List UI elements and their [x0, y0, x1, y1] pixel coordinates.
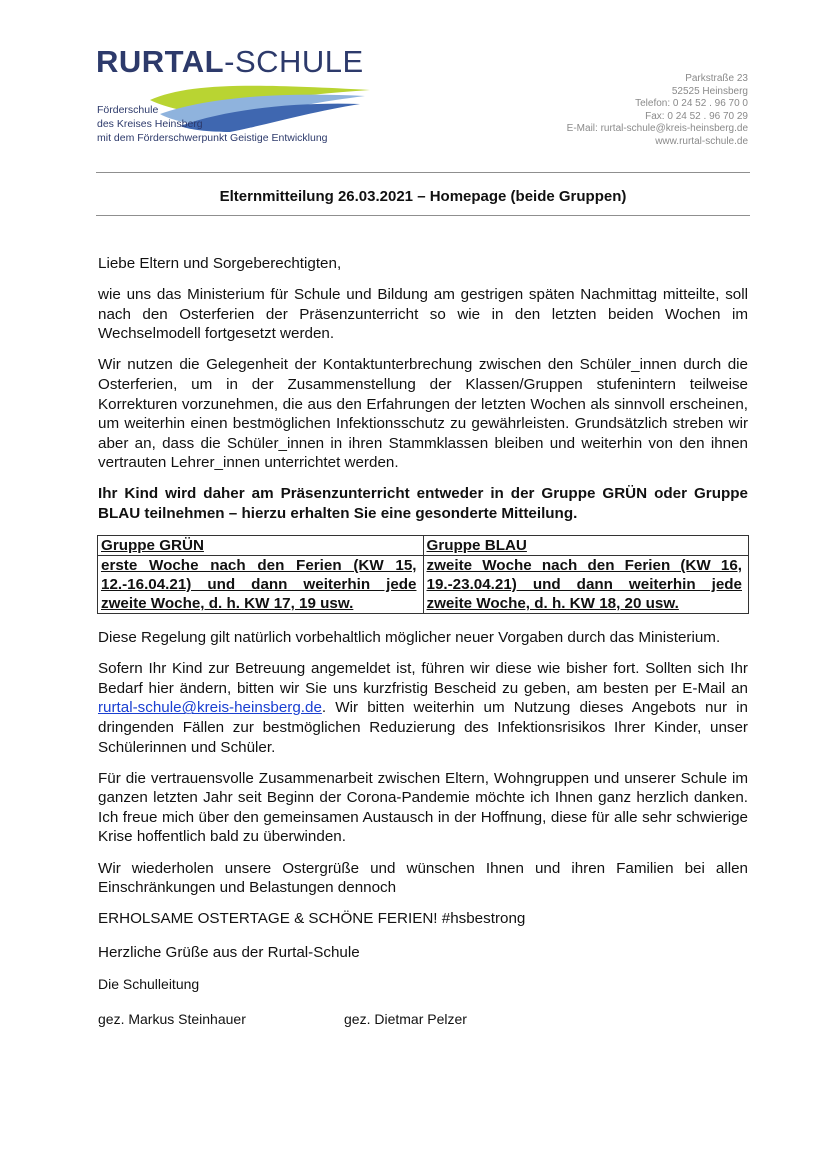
document-title: Elternmitteilung 26.03.2021 – Homepage (beide Gruppen)	[219, 188, 627, 205]
table-row	[98, 536, 749, 556]
address-web: www.rurtal-schule.de	[655, 135, 748, 147]
logo-subtitle	[97, 103, 328, 145]
letter-body	[98, 254, 748, 1030]
paragraph-ministry: wie uns das Ministerium für Schule und Bildung am gestrigen späten Nachmittag mitteilte, soll nach den Osterferien der Präsenzunterricht so wie in den letzten beiden Wochen im Wechselmodell fortgesetzt werden.	[98, 286, 748, 343]
address-city: 52525 Heinsberg	[671, 85, 748, 97]
email-link[interactable]: rurtal-schule@kreis-heinsberg.de	[98, 699, 322, 717]
care-text-start: Sofern Ihr Kind zur Betreuung angemeldet ist, führen wir diese wie bisher fort. Sollten sich Ihr Bedarf hier ändern, bitten wir Sie uns kurzfristig Bescheid zu geben, am besten per E-Mail an	[98, 660, 748, 697]
paragraph-groups-correction: Wir nutzen die Gelegenheit der Kontaktunterbrechung zwischen den Schüler_innen durch die Osterferien, um in der Zusammenstellung der Klassen/Gruppen stufenintern teilweise Korrekturen vorzunehmen, die aus den Erfahrungen der letzten Wochen als sinnvoll erscheinen, um weiterhin einen bestmöglichen Infektionsschutz zu gewährleisten. Grundsätzlich streben wir aber an, dass die Schüler_innen in ihren Stammklassen bleiben und weiterhin von den ihnen vertrauten Lehrer_innen unterrichtet werden.	[98, 356, 748, 472]
signer-steinhauer: gez. Markus Steinhauer	[98, 1011, 246, 1028]
title-bottom-divider	[96, 215, 750, 216]
title-top-divider	[96, 172, 750, 173]
table-row	[98, 556, 749, 614]
group-blue-schedule: zweite Woche nach den Ferien (KW 16, 19.-23.04.21) und dann weiterhin jede zweite Woche, d. h. KW 18, 20 usw.	[423, 556, 749, 614]
paragraph-regulation: Diese Regelung gilt natürlich vorbehaltlich möglicher neuer Vorgaben durch das Ministerium.	[98, 629, 721, 647]
group-schedule-table	[97, 535, 749, 614]
group-green-schedule: erste Woche nach den Ferien (KW 15, 12.-16.04.21) und dann weiterhin jede zweite Woche, d. h. KW 17, 19 usw.	[98, 556, 424, 614]
logo-name-bold: RURTAL	[96, 44, 225, 79]
school-address	[567, 73, 748, 149]
address-street: Parkstraße 23	[685, 73, 748, 84]
signer-pelzer: gez. Dietmar Pelzer	[344, 1011, 467, 1028]
logo-subtitle-line: Förderschule	[97, 104, 159, 116]
group-green-header: Gruppe GRÜN	[98, 536, 424, 556]
address-email: E-Mail: rurtal-schule@kreis-heinsberg.de	[566, 123, 748, 135]
logo-name-thin: -SCHULE	[224, 44, 364, 79]
paragraph-care	[98, 659, 748, 757]
signatures	[98, 1010, 748, 1030]
paragraph-thanks: Für die vertrauensvolle Zusammenarbeit zwischen Eltern, Wohngruppen und unserer Schule im ganzen letzten Jahr seit Beginn der Corona-Pandemie möchte ich Ihnen ganz herzlich danken. Ich freue mich über den gemeinsamen Austausch in der Hoffnung, diese für alle sehr schwierige Krise hoffentlich bald zu überwinden.	[98, 769, 748, 846]
group-blue-header: Gruppe BLAU	[423, 536, 749, 556]
paragraph-group-notice: Ihr Kind wird daher am Präsenzunterricht entweder in der Gruppe GRÜN oder Gruppe BLAU teilnehmen – hierzu erhalten Sie eine gesonderte Mitteilung.	[98, 485, 748, 523]
address-fax: Fax: 0 24 52 . 96 70 29	[645, 110, 748, 122]
closing: Herzliche Grüße aus der Rurtal-Schule	[98, 943, 360, 961]
care-text-end: . Wir bitten weiterhin um Nutzung dieses Angebots nur in dringenden Fällen zur bestmöglichen Reduzierung des Infektionsrisikos Ihrer Kinder, unser Schülerinnen und Schüler.	[98, 699, 748, 756]
logo-subtitle-line: des Kreises Heinsberg	[97, 118, 203, 130]
logo-subtitle-line: mit dem Förderschwerpunkt Geistige Entwicklung	[97, 132, 328, 144]
address-phone: Telefon: 0 24 52 . 96 70 0	[635, 98, 748, 110]
school-leadership: Die Schulleitung	[98, 976, 200, 993]
easter-greeting: ERHOLSAME OSTERTAGE & SCHÖNE FERIEN! #hsbestrong	[98, 910, 526, 928]
school-logo-title	[96, 46, 364, 77]
paragraph-easter-wishes: Wir wiederholen unsere Ostergrüße und wünschen Ihnen und ihren Familien bei allen Einschränkungen und Belastungen dennoch	[98, 859, 748, 897]
salutation: Liebe Eltern und Sorgeberechtigten,	[98, 255, 342, 272]
